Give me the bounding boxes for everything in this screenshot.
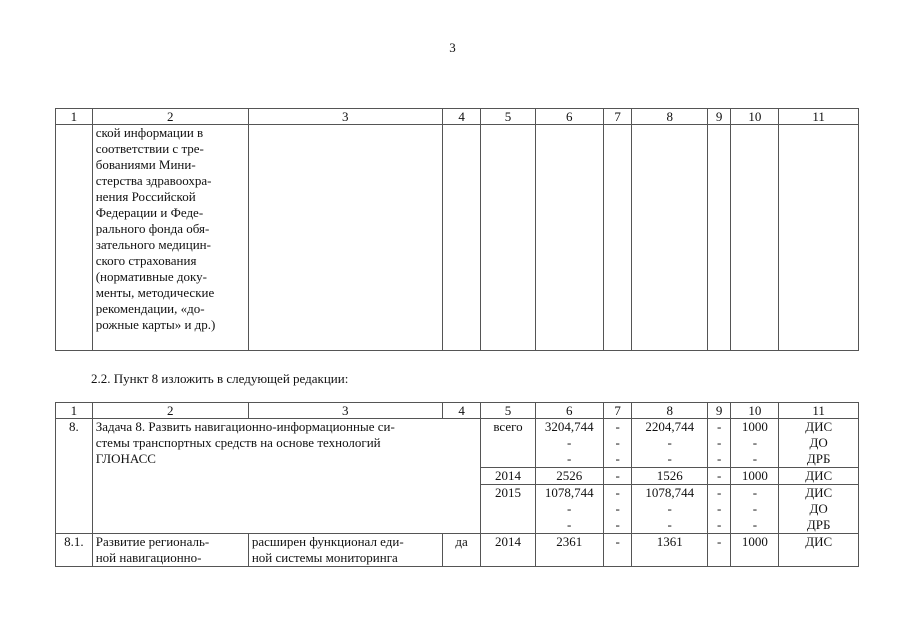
header-cell: 4	[442, 403, 481, 419]
header-cell: 2	[92, 109, 248, 125]
table-row	[56, 419, 859, 468]
value-cell: 2361	[535, 534, 603, 567]
year-cell: 2014	[481, 468, 535, 485]
result-cell: расширен функционал еди- ной системы мониторинга	[248, 534, 442, 567]
header-cell: 7	[603, 403, 632, 419]
value-cell: 1078,744 - -	[632, 485, 708, 534]
header-cell: 6	[535, 403, 603, 419]
continuation-table	[55, 108, 859, 351]
header-cell: 3	[248, 109, 442, 125]
value-cell: -	[707, 468, 730, 485]
row-number: 8.1.	[56, 534, 93, 567]
header-cell: 4	[442, 109, 481, 125]
value-cell: 1526	[632, 468, 708, 485]
value-cell: -	[603, 468, 632, 485]
table-header-row	[56, 403, 859, 419]
page-number: 3	[449, 40, 456, 55]
value-cell: 2204,744 - -	[632, 419, 708, 468]
task-cell: Задача 8. Развить навигационно-информационные си- стемы транспортных средств на основе технологий ГЛОНАСС	[92, 419, 481, 534]
value-cell: 3204,744 - -	[535, 419, 603, 468]
value-cell: -	[707, 534, 730, 567]
continued-text-cell: ской информации в соответствии с тре- бованиями Мини- стерства здравоохра- нения Российской Федерации и Феде- рального фонда обя- зательного медицин- ского страхования (нормативные доку- менты, методические рекомендации, «до- рожные карты» и др.)	[92, 125, 248, 351]
header-cell: 1	[56, 109, 93, 125]
activity-cell: Развитие региональ- ной навигационно-	[92, 534, 248, 567]
item-8-table	[55, 402, 859, 567]
value-cell: - - -	[707, 419, 730, 468]
value-cell: 1361	[632, 534, 708, 567]
table-header-row	[56, 109, 859, 125]
table-row	[56, 125, 859, 351]
table-row	[56, 534, 859, 567]
year-cell: всего	[481, 419, 535, 468]
header-cell: 10	[731, 109, 779, 125]
value-cell: 1000	[731, 468, 779, 485]
header-cell: 9	[707, 109, 730, 125]
value-cell: -	[603, 534, 632, 567]
executor-cell: ДИС ДО ДРБ	[779, 419, 859, 468]
header-cell: 5	[481, 109, 535, 125]
executor-cell: ДИС ДО ДРБ	[779, 485, 859, 534]
header-cell: 7	[603, 109, 632, 125]
value-cell: 1078,744 - -	[535, 485, 603, 534]
header-cell: 8	[632, 109, 708, 125]
year-cell: 2014	[481, 534, 535, 567]
header-cell: 1	[56, 403, 93, 419]
header-cell: 11	[779, 403, 859, 419]
header-cell: 9	[707, 403, 730, 419]
value-cell: - - -	[603, 485, 632, 534]
header-cell: 11	[779, 109, 859, 125]
value-cell: - - -	[707, 485, 730, 534]
value-cell: 1000 - -	[731, 419, 779, 468]
header-cell: 8	[632, 403, 708, 419]
executor-cell: ДИС	[779, 534, 859, 567]
header-cell: 2	[92, 403, 248, 419]
value-cell: - - -	[603, 419, 632, 468]
row-number: 8.	[56, 419, 93, 534]
header-cell: 6	[535, 109, 603, 125]
header-cell: 10	[731, 403, 779, 419]
header-cell: 5	[481, 403, 535, 419]
value-cell: 2526	[535, 468, 603, 485]
value-cell: да	[442, 534, 481, 567]
header-cell: 3	[248, 403, 442, 419]
year-cell: 2015	[481, 485, 535, 534]
executor-cell: ДИС	[779, 468, 859, 485]
value-cell: - - -	[731, 485, 779, 534]
value-cell: 1000	[731, 534, 779, 567]
amendment-paragraph: 2.2. Пункт 8 изложить в следующей редакции:	[91, 371, 349, 386]
